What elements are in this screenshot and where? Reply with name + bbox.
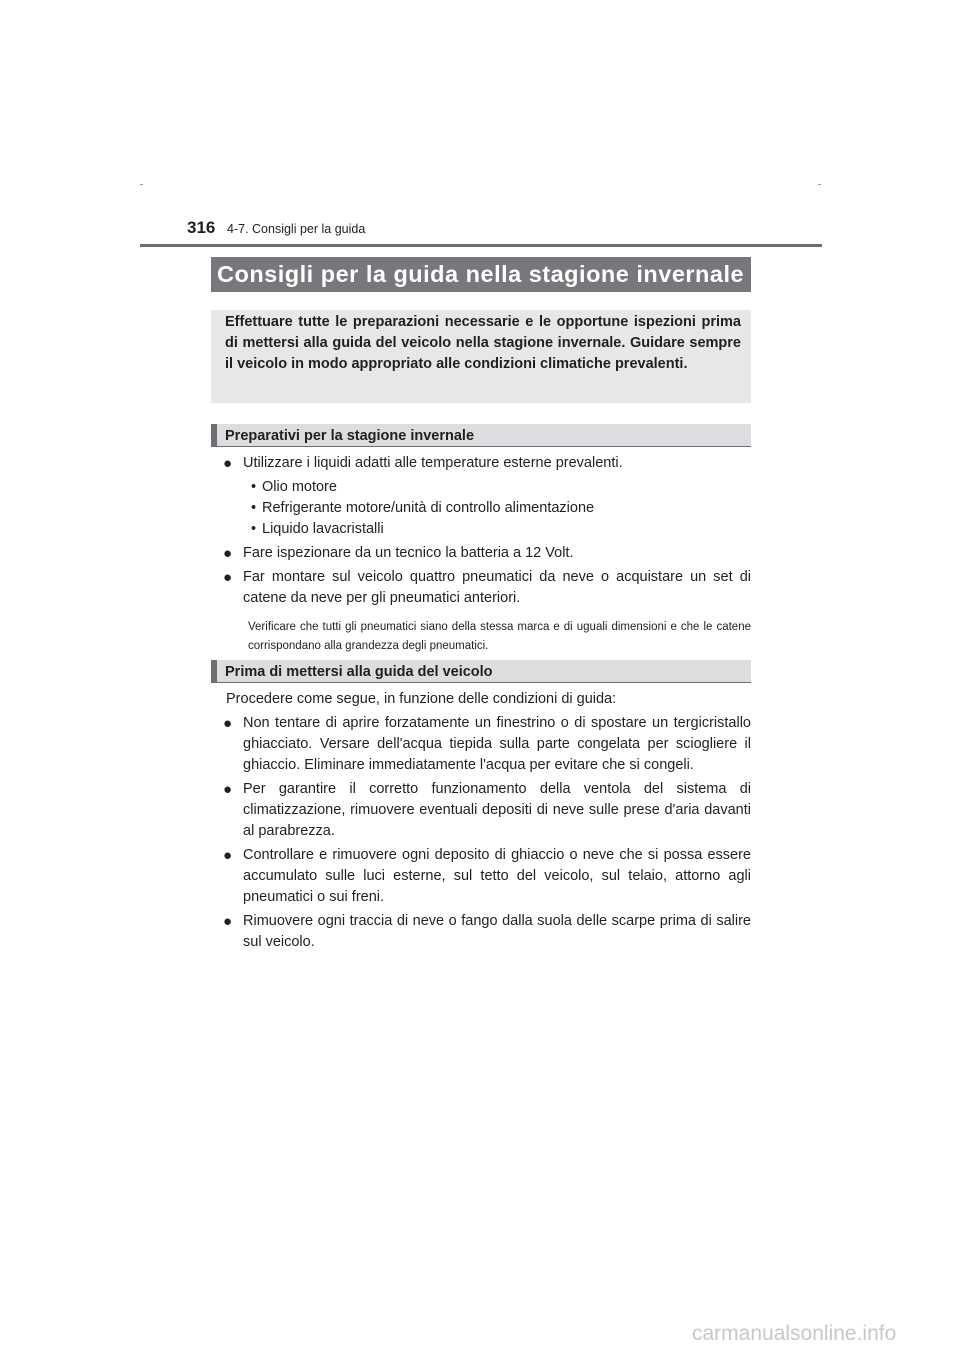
list-item: ● Per garantire il corretto funzionamento della ventola del sistema di climatizzazione, rimuovere eventuali depositi di neve sulle prese d'aria davanti al parabrezza.: [223, 781, 751, 839]
section-before-driving-content: [211, 689, 751, 956]
bullet-icon: ●: [223, 715, 233, 732]
list-item: ● Fare ispezionare da un tecnico la batteria a 12 Volt.: [223, 545, 574, 562]
section-title: 4-7. Consigli per la guida: [227, 222, 366, 236]
sub-list-item: • Liquido lavacristalli: [211, 519, 751, 540]
section-preparation-content: [211, 453, 751, 656]
list-item: ● Far montare sul veicolo quattro pneumatici da neve o acquistare un set di catene da neve per gli pneumatici anteriori.: [223, 569, 751, 606]
intro-box: Effettuare tutte le preparazioni necessarie e le opportune ispezioni prima di mettersi alla guida del veicolo nella stagione invernale. Guidare sempre il veicolo in modo appropriato alle condizioni climatiche prevalenti.: [211, 310, 751, 403]
lead-text: Procedere come segue, in funzione delle condizioni di guida:: [226, 691, 617, 707]
list-item: ● Rimuovere ogni traccia di neve o fango dalla suola delle scarpe prima di salire sul veicolo.: [223, 913, 751, 950]
bullet-icon: ●: [223, 455, 233, 472]
page-number: 316: [187, 218, 216, 237]
note-text: Verificare che tutti gli pneumatici siano della stessa marca e di uguali dimensioni e che le catene corrispondano alla grandezza degli pneumatici.: [248, 621, 751, 652]
bullet-icon: ●: [223, 545, 233, 562]
bullet-icon: ●: [223, 569, 233, 586]
bullet-icon: ●: [223, 847, 233, 864]
bullet-icon: ●: [223, 913, 233, 930]
section-heading-before-driving: Prima di mettersi alla guida del veicolo: [211, 660, 751, 683]
section-heading-preparation: Preparativi per la stagione invernale: [211, 424, 751, 447]
sub-list-item: • Refrigerante motore/unità di controllo alimentazione: [211, 498, 751, 519]
header-rule: [140, 244, 822, 247]
bullet-icon: ●: [223, 781, 233, 798]
page-header: [140, 218, 822, 248]
dot-icon: •: [251, 479, 257, 495]
sub-list-item: • Olio motore: [211, 477, 751, 498]
dot-icon: •: [251, 521, 257, 537]
dot-icon: •: [251, 500, 257, 516]
list-item: ● Utilizzare i liquidi adatti alle temperature esterne prevalenti.: [223, 455, 623, 472]
list-item: ● Controllare e rimuovere ogni deposito di ghiaccio o neve che si possa essere accumulato sulle luci esterne, sul tetto del veicolo, sul telaio, attorno agli pneumatici o sui freni.: [223, 847, 751, 905]
crop-mark-left: [140, 184, 143, 185]
watermark: carmanualsonline.info: [692, 1322, 897, 1345]
crop-mark-right: [818, 184, 821, 185]
page-title: Consigli per la guida nella stagione invernale: [211, 257, 751, 292]
list-item: ● Non tentare di aprire forzatamente un finestrino o di spostare un tergicristallo ghiacciato. Versare dell'acqua tiepida sulla parte congelata per sciogliere il ghiaccio. Eliminare immediatamente l'acqua per evitare che si congeli.: [223, 715, 751, 773]
